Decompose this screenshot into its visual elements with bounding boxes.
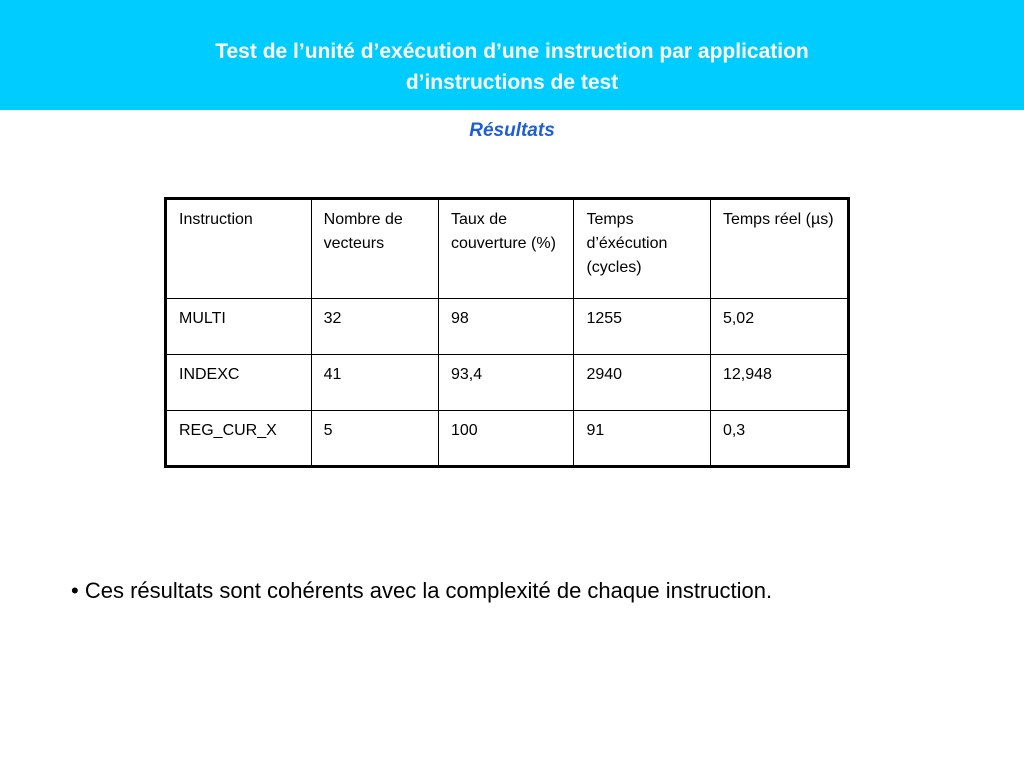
- table-cell-real-time: 5,02: [710, 299, 848, 355]
- results-table: [164, 197, 850, 468]
- header-cell-execution-time: Temps d’éxécution (cycles): [574, 199, 711, 299]
- table-cell-execution-time: 2940: [574, 355, 711, 411]
- header-cell-coverage: Taux de couverture (%): [438, 199, 573, 299]
- slide-title-line-2: d’instructions de test: [405, 71, 619, 94]
- table-cell-instruction: MULTI: [166, 299, 312, 355]
- conclusion-text: Ces résultats sont cohérents avec la complexité de chaque instruction.: [84, 578, 773, 603]
- table-cell-coverage: 98: [438, 299, 573, 355]
- header-cell-instruction: Instruction: [166, 199, 312, 299]
- section-subtitle: Résultats: [469, 120, 555, 141]
- title-banner: [0, 0, 1024, 110]
- bullet-marker: •: [71, 578, 79, 603]
- table-cell-execution-time: 91: [574, 411, 711, 467]
- table-cell-execution-time: 1255: [574, 299, 711, 355]
- table-cell-vector-count: 5: [311, 411, 438, 467]
- conclusion-bullet: [71, 577, 971, 605]
- table-cell-vector-count: 41: [311, 355, 438, 411]
- table-cell-coverage: 100: [438, 411, 573, 467]
- table-row: [166, 299, 849, 355]
- table-cell-instruction: REG_CUR_X: [166, 411, 312, 467]
- slide-title: [0, 36, 1024, 98]
- table-row: [166, 355, 849, 411]
- header-cell-vector-count: Nombre de vecteurs: [311, 199, 438, 299]
- table-header-row: [166, 199, 849, 299]
- table-cell-real-time: 0,3: [710, 411, 848, 467]
- table-row: [166, 411, 849, 467]
- slide-title-line-1: Test de l’unité d’exécution d’une instruction par application: [215, 40, 809, 63]
- table-cell-coverage: 93,4: [438, 355, 573, 411]
- table-cell-real-time: 12,948: [710, 355, 848, 411]
- table-cell-instruction: INDEXC: [166, 355, 312, 411]
- table-cell-vector-count: 32: [311, 299, 438, 355]
- header-cell-real-time: Temps réel (µs): [710, 199, 848, 299]
